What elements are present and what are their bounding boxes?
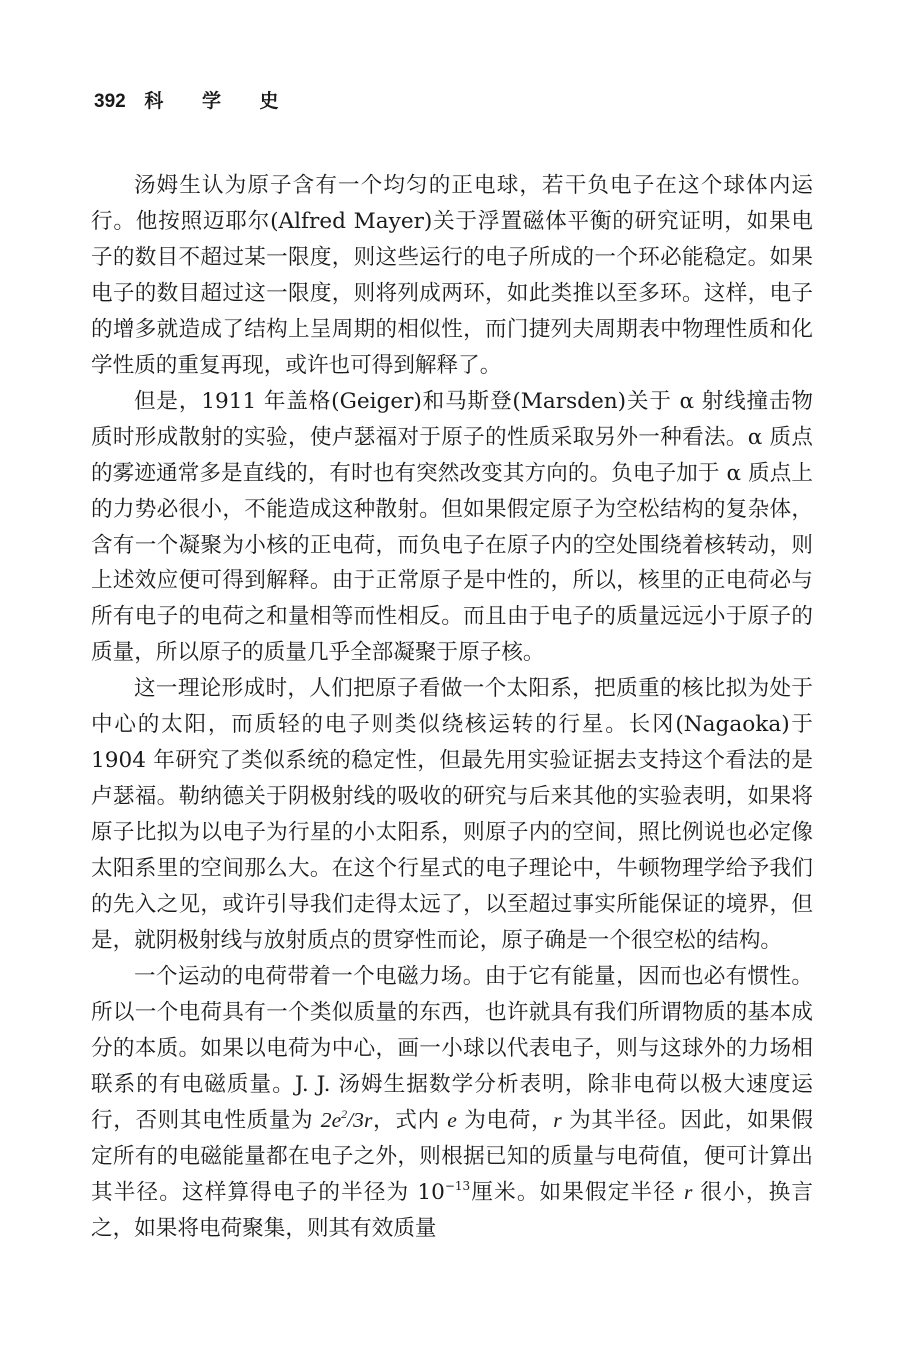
text-run: 厘米。如果假定半径 [470, 1179, 685, 1205]
variable-r: r [684, 1179, 693, 1204]
running-header [94, 86, 295, 113]
text-run: 一个运动的电荷带着一个电磁力场。由于它有能量，因而也必有惯性。所以一个电荷具有一个类似质量的东西，也许就具有我们所谓物质的基本成分的本质。如果以电荷为中心，画一小球以代表电子，则与这球外的力场相联系的有电磁质量。J. J. 汤姆生据数学分析表明，除非电荷以极大速度运行，否则其电性质量为 [91, 963, 813, 1133]
formula-exponent: 2 [341, 1106, 348, 1121]
paragraph-rutherford-scattering: 但是，1911 年盖格(Geiger)和马斯登(Marsden)关于 α 射线撞击物质时形成散射的实验，使卢瑟福对于原子的性质采取另外一种看法。α 质点的雾迹通常多是直线的，有时也有突然改变其方向的。负电子加于 α 质点上的力势必很小，不能造成这种散射。但如果假定原子为空松结构的复杂体，含有一个凝聚为小核的正电荷，而负电子在原子内的空处围绕着核转动，则上述效应便可得到解释。由于正常原子是中性的，所以，核里的正电荷必与所有电子的电荷之和量相等而性相反。而且由于电子的质量远远小于原子的质量，所以原子的质量几乎全部凝聚于原子核。 [91, 388, 813, 666]
page-number: 392 [94, 91, 126, 112]
paragraph-thomson-model: 汤姆生认为原子含有一个均匀的正电球，若干负电子在这个球体内运行。他按照迈耶尔(Alfred Mayer)关于浮置磁体平衡的研究证明，如果电子的数目不超过某一限度，则这些运行的电子所成的一个环必能稳定。如果电子的数目超过这一限度，则将列成两环，如此类推以至多环。这样，电子的增多就造成了结构上呈周期的相似性，而门捷列夫周期表中物理性质和化学性质的重复再现，或许也可得到解释了。 [91, 173, 813, 378]
text-run: ，式内 [372, 1107, 448, 1133]
formula-tail: /3r [347, 1107, 373, 1132]
variable-r: r [553, 1107, 562, 1132]
paragraph-electromagnetic-mass [91, 959, 813, 1247]
formula-base: 2e [320, 1107, 342, 1132]
text-run: 为电荷， [456, 1107, 554, 1133]
paragraph-solar-system-analogy: 这一理论形成时，人们把原子看做一个太阳系，把质重的核比拟为处于中心的太阳，而质轻的电子则类似绕核运转的行星。长冈(Nagaoka)于 1904 年研究了类似系统的稳定性，但最先用实验证据去支持这个看法的是卢瑟福。勒纳德关于阴极射线的吸收的研究与后来其他的实验表明，如果将原子比拟为以电子为行星的小太阳系，则原子内的空间，照比例说也必定像太阳系里的空间那么大。在这个行星式的电子理论中，牛顿物理学给予我们的先入之见，或许引导我们走得太远了，以至超过事实所能保证的境界，但是，就阴极射线与放射质点的贯穿性而论，原子确是一个很空松的结构。 [91, 676, 813, 954]
book-title: 科 学 史 [144, 90, 295, 112]
text-run: 很小，换言之，如果将电荷聚集，则其有效质量 [91, 1179, 813, 1241]
text-body [91, 168, 813, 1247]
formula [321, 1108, 373, 1132]
variable-e: e [447, 1107, 457, 1132]
radius-exponent: −13 [444, 1178, 471, 1193]
text-run: 为其半径。因此，如果假定所有的电磁能量都在电子之外，则根据已知的质量与电荷值，便可计算出其半径。这样算得电子的半径为 10 [91, 1107, 813, 1205]
